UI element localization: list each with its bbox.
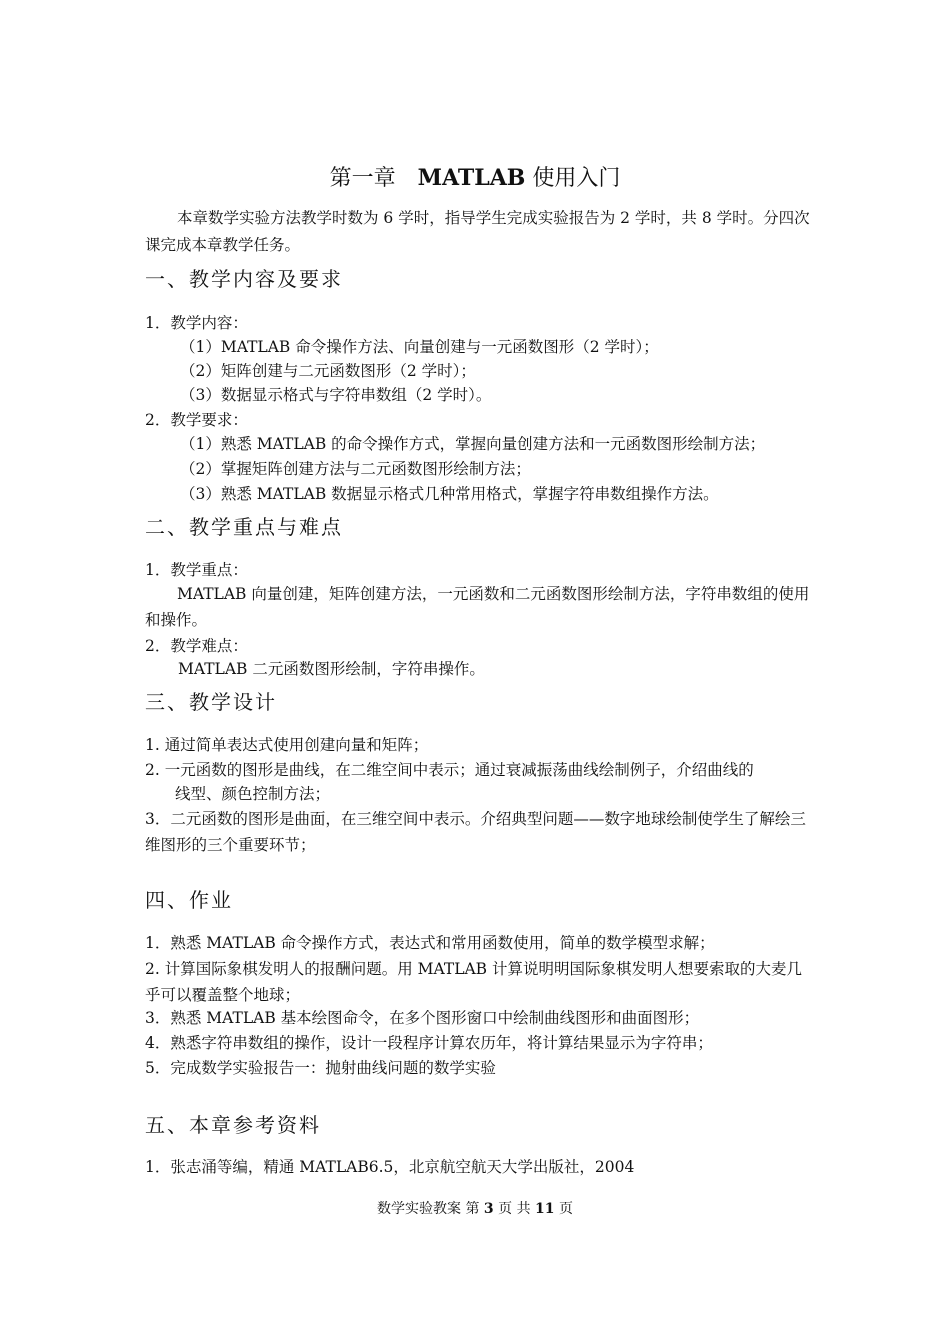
homework-item: 3．熟悉 MATLAB 基本绘图命令，在多个图形窗口中绘制曲线图形和曲面图形； xyxy=(145,1009,700,1027)
footer-total-pages: 11 xyxy=(535,1201,555,1217)
chapter-name-rest: 使用入门 xyxy=(525,166,621,191)
s1-content-item: （2）矩阵创建与二元函数图形（2 学时）； xyxy=(180,362,476,380)
s2-key-label: 1．教学重点： xyxy=(145,561,248,579)
section-2-heading: 二、教学重点与难点 xyxy=(145,515,343,539)
footer-prefix: 数学实验教案 第 xyxy=(377,1201,484,1217)
page-footer xyxy=(0,1198,950,1220)
homework-item: 1．熟悉 MATLAB 命令操作方式，表达式和常用函数使用，简单的数学模型求解； xyxy=(145,934,715,952)
s1-content-item: （3）数据显示格式与字符串数组（2 学时）。 xyxy=(180,386,492,404)
section-4-heading: 四、作业 xyxy=(145,888,233,912)
section-5-heading: 五、本章参考资料 xyxy=(145,1113,321,1137)
footer-suffix: 页 xyxy=(554,1201,573,1217)
homework-item: 4．熟悉字符串数组的操作，设计一段程序计算农历年，将计算结果显示为字符串； xyxy=(145,1034,713,1052)
s2-key-text: MATLAB 向量创建，矩阵创建方法，一元函数和二元函数图形绘制方法，字符串数组的使用和操作。 xyxy=(145,585,810,629)
footer-mid: 页 共 xyxy=(493,1201,536,1217)
s1-req-item: （3）熟悉 MATLAB 数据显示格式几种常用格式，掌握字符串数组操作方法。 xyxy=(180,485,719,503)
footer-page-number: 3 xyxy=(483,1201,494,1217)
s2-diff-text: MATLAB 二元函数图形绘制，字符串操作。 xyxy=(178,660,485,678)
s1-content-item: （1）MATLAB 命令操作方法、向量创建与一元函数图形（2 学时）； xyxy=(180,338,659,356)
homework-item: 2. 计算国际象棋发明人的报酬问题。用 MATLAB 计算说明明国际象棋发明人想要索取的大麦几乎可以覆盖整个地球； xyxy=(145,960,803,1004)
chapter-title xyxy=(0,162,950,195)
s1-req-item: （2）掌握矩阵创建方法与二元函数图形绘制方法； xyxy=(180,460,531,478)
chapter-number: 第一章 xyxy=(329,166,396,191)
s1-req-label: 2．教学要求： xyxy=(145,411,248,429)
reference-item: 1．张志涌等编，精通 MATLAB6.5，北京航空航天大学出版社，2004 xyxy=(145,1158,635,1176)
s1-req-item: （1）熟悉 MATLAB 的命令操作方式，掌握向量创建方法和一元函数图形绘制方法； xyxy=(180,435,766,453)
s3-item-3: 3．二元函数的图形是曲面，在三维空间中表示。介绍典型问题——数字地球绘制使学生了解绘三维图形的三个重要环节； xyxy=(145,810,806,854)
s3-item-2: 2. 一元函数的图形是曲线，在二维空间中表示；通过衰减振荡曲线绘制例子，介绍曲线的 xyxy=(145,761,754,779)
s2-diff-label: 2．教学难点： xyxy=(145,637,248,655)
section-1-heading: 一、教学内容及要求 xyxy=(145,267,343,291)
chapter-name-bold: MATLAB xyxy=(417,165,526,191)
s1-content-label: 1．教学内容： xyxy=(145,314,248,332)
homework-item: 5．完成数学实验报告一：抛射曲线问题的数学实验 xyxy=(145,1059,496,1077)
intro-paragraph: 本章数学实验方法教学时数为 6 学时，指导学生完成实验报告为 2 学时，共 8 学时。分四次课完成本章教学任务。 xyxy=(145,209,810,254)
s3-item-2-cont: 线型、颜色控制方法； xyxy=(175,785,331,803)
s3-item-1: 1. 通过简单表达式使用创建向量和矩阵； xyxy=(145,736,429,754)
section-3-heading: 三、教学设计 xyxy=(145,690,277,714)
